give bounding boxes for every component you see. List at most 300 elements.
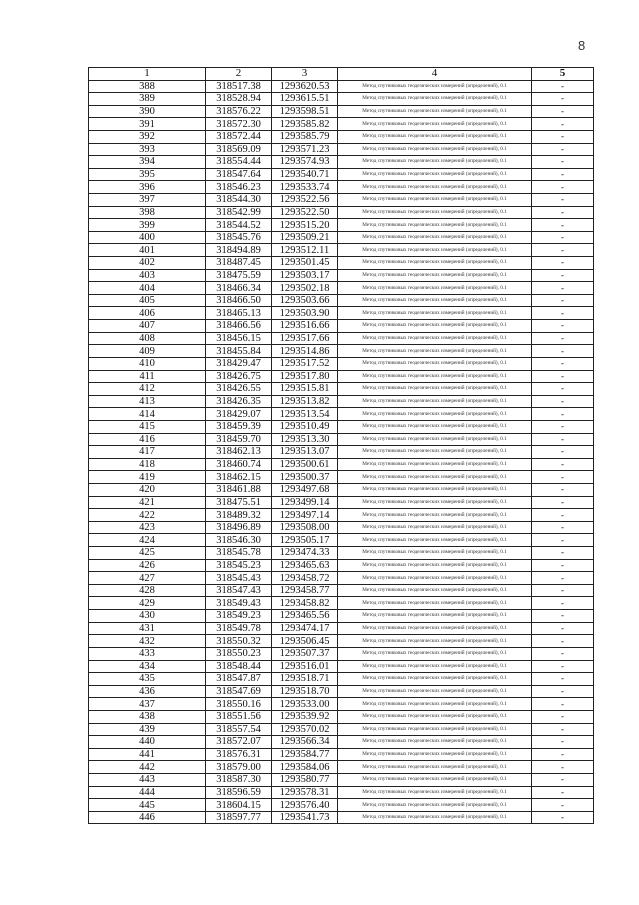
x-coordinate-cell: 318459.70 — [206, 433, 272, 446]
x-coordinate-cell: 318517.38 — [206, 80, 272, 93]
y-coordinate-cell: 1293507.37 — [272, 647, 338, 660]
table-row — [89, 332, 594, 345]
method-cell: Метод спутниковых геодезических измерений (определений), 0.1 — [338, 761, 532, 774]
method-cell: Метод спутниковых геодезических измерений (определений), 0.1 — [338, 685, 532, 698]
y-coordinate-cell: 1293499.14 — [272, 496, 338, 509]
method-cell: Метод спутниковых геодезических измерений (определений), 0.1 — [338, 395, 532, 408]
point-number-cell: 402 — [89, 257, 206, 270]
dash-cell: - — [532, 647, 594, 660]
x-coordinate-cell: 318549.43 — [206, 597, 272, 610]
x-coordinate-cell: 318572.07 — [206, 736, 272, 749]
y-coordinate-cell: 1293458.77 — [272, 584, 338, 597]
dash-cell: - — [532, 105, 594, 118]
x-coordinate-cell: 318460.74 — [206, 458, 272, 471]
method-cell: Метод спутниковых геодезических измерений (определений), 0.1 — [338, 748, 532, 761]
y-coordinate-cell: 1293576.40 — [272, 799, 338, 812]
dash-cell: - — [532, 433, 594, 446]
y-coordinate-cell: 1293513.07 — [272, 446, 338, 459]
x-coordinate-cell: 318550.16 — [206, 698, 272, 711]
dash-cell: - — [532, 484, 594, 497]
point-number-cell: 435 — [89, 673, 206, 686]
method-cell: Метод спутниковых геодезических измерений (определений), 0.1 — [338, 206, 532, 219]
y-coordinate-cell: 1293474.17 — [272, 622, 338, 635]
table-row — [89, 118, 594, 131]
method-cell: Метод спутниковых геодезических измерений (определений), 0.1 — [338, 673, 532, 686]
y-coordinate-cell: 1293522.50 — [272, 206, 338, 219]
point-number-cell: 417 — [89, 446, 206, 459]
dash-cell: - — [532, 698, 594, 711]
y-coordinate-cell: 1293503.17 — [272, 269, 338, 282]
dash-cell: - — [532, 307, 594, 320]
point-number-cell: 436 — [89, 685, 206, 698]
method-cell: Метод спутниковых геодезических измерений (определений), 0.1 — [338, 420, 532, 433]
table-row — [89, 168, 594, 181]
table-row — [89, 509, 594, 522]
point-number-cell: 395 — [89, 168, 206, 181]
x-coordinate-cell: 318604.15 — [206, 799, 272, 812]
dash-cell: - — [532, 408, 594, 421]
y-coordinate-cell: 1293506.45 — [272, 635, 338, 648]
method-cell: Метод спутниковых геодезических измерений (определений), 0.1 — [338, 156, 532, 169]
x-coordinate-cell: 318489.32 — [206, 509, 272, 522]
dash-cell: - — [532, 231, 594, 244]
x-coordinate-cell: 318496.89 — [206, 521, 272, 534]
x-coordinate-cell: 318576.31 — [206, 748, 272, 761]
method-cell: Метод спутниковых геодезических измерений (определений), 0.1 — [338, 80, 532, 93]
x-coordinate-cell: 318596.59 — [206, 786, 272, 799]
point-number-cell: 443 — [89, 774, 206, 787]
y-coordinate-cell: 1293501.45 — [272, 257, 338, 270]
x-coordinate-cell: 318461.88 — [206, 484, 272, 497]
dash-cell: - — [532, 610, 594, 623]
method-cell: Метод спутниковых геодезических измерений (определений), 0.1 — [338, 458, 532, 471]
dash-cell: - — [532, 559, 594, 572]
dash-cell: - — [532, 80, 594, 93]
dash-cell: - — [532, 257, 594, 270]
x-coordinate-cell: 318466.34 — [206, 282, 272, 295]
point-number-cell: 441 — [89, 748, 206, 761]
y-coordinate-cell: 1293571.23 — [272, 143, 338, 156]
method-cell: Метод спутниковых геодезических измерений (определений), 0.1 — [338, 799, 532, 812]
x-coordinate-cell: 318429.07 — [206, 408, 272, 421]
method-cell: Метод спутниковых геодезических измерений (определений), 0.1 — [338, 723, 532, 736]
x-coordinate-cell: 318557.54 — [206, 723, 272, 736]
dash-cell: - — [532, 420, 594, 433]
dash-cell: - — [532, 774, 594, 787]
x-coordinate-cell: 318426.75 — [206, 370, 272, 383]
point-number-cell: 442 — [89, 761, 206, 774]
table-row — [89, 206, 594, 219]
y-coordinate-cell: 1293512.11 — [272, 244, 338, 257]
x-coordinate-cell: 318549.78 — [206, 622, 272, 635]
table-row — [89, 320, 594, 333]
x-coordinate-cell: 318550.32 — [206, 635, 272, 648]
table-row — [89, 534, 594, 547]
x-coordinate-cell: 318548.44 — [206, 660, 272, 673]
point-number-cell: 428 — [89, 584, 206, 597]
y-coordinate-cell: 1293578.31 — [272, 786, 338, 799]
dash-cell: - — [532, 193, 594, 206]
y-coordinate-cell: 1293500.61 — [272, 458, 338, 471]
x-coordinate-cell: 318576.22 — [206, 105, 272, 118]
dash-cell: - — [532, 156, 594, 169]
point-number-cell: 409 — [89, 345, 206, 358]
dash-cell: - — [532, 748, 594, 761]
dash-cell: - — [532, 458, 594, 471]
y-coordinate-cell: 1293508.00 — [272, 521, 338, 534]
dash-cell: - — [532, 534, 594, 547]
method-cell: Метод спутниковых геодезических измерений (определений), 0.1 — [338, 811, 532, 824]
x-coordinate-cell: 318549.23 — [206, 610, 272, 623]
point-number-cell: 420 — [89, 484, 206, 497]
point-number-cell: 419 — [89, 471, 206, 484]
method-cell: Метод спутниковых геодезических измерений (определений), 0.1 — [338, 282, 532, 295]
dash-cell: - — [532, 206, 594, 219]
table-row — [89, 446, 594, 459]
point-number-cell: 403 — [89, 269, 206, 282]
table-row — [89, 130, 594, 143]
method-cell: Метод спутниковых геодезических измерений (определений), 0.1 — [338, 269, 532, 282]
coordinates-table — [88, 67, 594, 824]
y-coordinate-cell: 1293474.33 — [272, 547, 338, 560]
point-number-cell: 429 — [89, 597, 206, 610]
method-cell: Метод спутниковых геодезических измерений (определений), 0.1 — [338, 433, 532, 446]
x-coordinate-cell: 318475.51 — [206, 496, 272, 509]
point-number-cell: 411 — [89, 370, 206, 383]
point-number-cell: 432 — [89, 635, 206, 648]
dash-cell: - — [532, 509, 594, 522]
method-cell: Метод спутниковых геодезических измерений (определений), 0.1 — [338, 559, 532, 572]
point-number-cell: 398 — [89, 206, 206, 219]
table-row — [89, 572, 594, 585]
x-coordinate-cell: 318579.00 — [206, 761, 272, 774]
point-number-cell: 437 — [89, 698, 206, 711]
table-row — [89, 193, 594, 206]
method-cell: Метод спутниковых геодезических измерений (определений), 0.1 — [338, 105, 532, 118]
method-cell: Метод спутниковых геодезических измерений (определений), 0.1 — [338, 357, 532, 370]
method-cell: Метод спутниковых геодезических измерений (определений), 0.1 — [338, 572, 532, 585]
table-row — [89, 156, 594, 169]
point-number-cell: 408 — [89, 332, 206, 345]
method-cell: Метод спутниковых геодезических измерений (определений), 0.1 — [338, 332, 532, 345]
dash-cell: - — [532, 370, 594, 383]
table-row — [89, 584, 594, 597]
table-row — [89, 547, 594, 560]
y-coordinate-cell: 1293517.66 — [272, 332, 338, 345]
method-cell: Метод спутниковых геодезических измерений (определений), 0.1 — [338, 257, 532, 270]
table-row — [89, 408, 594, 421]
x-coordinate-cell: 318550.23 — [206, 647, 272, 660]
table-row — [89, 257, 594, 270]
point-number-cell: 396 — [89, 181, 206, 194]
y-coordinate-cell: 1293566.34 — [272, 736, 338, 749]
dash-cell: - — [532, 597, 594, 610]
x-coordinate-cell: 318587.30 — [206, 774, 272, 787]
table-row — [89, 484, 594, 497]
y-coordinate-cell: 1293515.20 — [272, 219, 338, 232]
point-number-cell: 393 — [89, 143, 206, 156]
x-coordinate-cell: 318455.84 — [206, 345, 272, 358]
x-coordinate-cell: 318487.45 — [206, 257, 272, 270]
dash-cell: - — [532, 244, 594, 257]
point-number-cell: 425 — [89, 547, 206, 560]
method-cell: Метод спутниковых геодезических измерений (определений), 0.1 — [338, 130, 532, 143]
method-cell: Метод спутниковых геодезических измерений (определений), 0.1 — [338, 774, 532, 787]
method-cell: Метод спутниковых геодезических измерений (определений), 0.1 — [338, 471, 532, 484]
dash-cell: - — [532, 622, 594, 635]
method-cell: Метод спутниковых геодезических измерений (определений), 0.1 — [338, 736, 532, 749]
y-coordinate-cell: 1293598.51 — [272, 105, 338, 118]
method-cell: Метод спутниковых геодезических измерений (определений), 0.1 — [338, 547, 532, 560]
table-row — [89, 471, 594, 484]
dash-cell: - — [532, 635, 594, 648]
table-row — [89, 736, 594, 749]
table-row — [89, 345, 594, 358]
y-coordinate-cell: 1293585.79 — [272, 130, 338, 143]
table-row — [89, 496, 594, 509]
point-number-cell: 434 — [89, 660, 206, 673]
dash-cell: - — [532, 761, 594, 774]
x-coordinate-cell: 318462.15 — [206, 471, 272, 484]
dash-cell: - — [532, 332, 594, 345]
table-row — [89, 420, 594, 433]
method-cell: Метод спутниковых геодезических измерений (определений), 0.1 — [338, 584, 532, 597]
table-row — [89, 559, 594, 572]
x-coordinate-cell: 318569.09 — [206, 143, 272, 156]
table-row — [89, 723, 594, 736]
method-cell: Метод спутниковых геодезических измерений (определений), 0.1 — [338, 143, 532, 156]
point-number-cell: 440 — [89, 736, 206, 749]
table-row — [89, 698, 594, 711]
point-number-cell: 391 — [89, 118, 206, 131]
table-row — [89, 635, 594, 648]
table-row — [89, 786, 594, 799]
x-coordinate-cell: 318462.13 — [206, 446, 272, 459]
y-coordinate-cell: 1293541.73 — [272, 811, 338, 824]
x-coordinate-cell: 318545.76 — [206, 231, 272, 244]
dash-cell: - — [532, 282, 594, 295]
table-row — [89, 143, 594, 156]
point-number-cell: 415 — [89, 420, 206, 433]
table-row — [89, 610, 594, 623]
dash-cell: - — [532, 345, 594, 358]
dash-cell: - — [532, 93, 594, 106]
x-coordinate-cell: 318554.44 — [206, 156, 272, 169]
dash-cell: - — [532, 383, 594, 396]
table-row — [89, 370, 594, 383]
y-coordinate-cell: 1293509.21 — [272, 231, 338, 244]
point-number-cell: 407 — [89, 320, 206, 333]
x-coordinate-cell: 318459.39 — [206, 420, 272, 433]
table-row — [89, 383, 594, 396]
table-row — [89, 244, 594, 257]
dash-cell: - — [532, 736, 594, 749]
dash-cell: - — [532, 660, 594, 673]
y-coordinate-cell: 1293516.01 — [272, 660, 338, 673]
dash-cell: - — [532, 294, 594, 307]
point-number-cell: 401 — [89, 244, 206, 257]
table-row — [89, 105, 594, 118]
dash-cell: - — [532, 471, 594, 484]
dash-cell: - — [532, 168, 594, 181]
dash-cell: - — [532, 799, 594, 812]
x-coordinate-cell: 318546.30 — [206, 534, 272, 547]
x-coordinate-cell: 318429.47 — [206, 357, 272, 370]
x-coordinate-cell: 318572.44 — [206, 130, 272, 143]
method-cell: Метод спутниковых геодезических измерений (определений), 0.1 — [338, 181, 532, 194]
x-coordinate-cell: 318545.43 — [206, 572, 272, 585]
point-number-cell: 388 — [89, 80, 206, 93]
method-cell: Метод спутниковых геодезических измерений (определений), 0.1 — [338, 294, 532, 307]
method-cell: Метод спутниковых геодезических измерений (определений), 0.1 — [338, 786, 532, 799]
table-row — [89, 357, 594, 370]
dash-cell: - — [532, 811, 594, 824]
table-row — [89, 458, 594, 471]
table-row — [89, 748, 594, 761]
x-coordinate-cell: 318545.23 — [206, 559, 272, 572]
y-coordinate-cell: 1293516.66 — [272, 320, 338, 333]
table-row — [89, 294, 594, 307]
method-cell: Метод спутниковых геодезических измерений (определений), 0.1 — [338, 496, 532, 509]
table-row — [89, 597, 594, 610]
y-coordinate-cell: 1293510.49 — [272, 420, 338, 433]
dash-cell: - — [532, 130, 594, 143]
column-header-3: 3 — [272, 68, 338, 81]
point-number-cell: 427 — [89, 572, 206, 585]
method-cell: Метод спутниковых геодезических измерений (определений), 0.1 — [338, 647, 532, 660]
point-number-cell: 400 — [89, 231, 206, 244]
point-number-cell: 439 — [89, 723, 206, 736]
column-header-5: 5 — [532, 68, 594, 81]
y-coordinate-cell: 1293585.82 — [272, 118, 338, 131]
x-coordinate-cell: 318544.30 — [206, 193, 272, 206]
x-coordinate-cell: 318426.35 — [206, 395, 272, 408]
dash-cell: - — [532, 357, 594, 370]
method-cell: Метод спутниковых геодезических измерений (определений), 0.1 — [338, 244, 532, 257]
y-coordinate-cell: 1293518.70 — [272, 685, 338, 698]
x-coordinate-cell: 318547.87 — [206, 673, 272, 686]
table-row — [89, 660, 594, 673]
y-coordinate-cell: 1293513.54 — [272, 408, 338, 421]
table-row — [89, 521, 594, 534]
column-header-1: 1 — [89, 68, 206, 81]
y-coordinate-cell: 1293533.00 — [272, 698, 338, 711]
x-coordinate-cell: 318466.50 — [206, 294, 272, 307]
column-header-2: 2 — [206, 68, 272, 81]
table-row — [89, 622, 594, 635]
table-row — [89, 93, 594, 106]
dash-cell: - — [532, 143, 594, 156]
y-coordinate-cell: 1293497.68 — [272, 484, 338, 497]
table-row — [89, 811, 594, 824]
point-number-cell: 424 — [89, 534, 206, 547]
table-row — [89, 181, 594, 194]
page-number: 8 — [578, 38, 586, 53]
dash-cell: - — [532, 572, 594, 585]
point-number-cell: 416 — [89, 433, 206, 446]
y-coordinate-cell: 1293502.18 — [272, 282, 338, 295]
table-row — [89, 395, 594, 408]
dash-cell: - — [532, 786, 594, 799]
method-cell: Метод спутниковых геодезических измерений (определений), 0.1 — [338, 219, 532, 232]
method-cell: Метод спутниковых геодезических измерений (определений), 0.1 — [338, 446, 532, 459]
y-coordinate-cell: 1293620.53 — [272, 80, 338, 93]
table-row — [89, 219, 594, 232]
x-coordinate-cell: 318547.43 — [206, 584, 272, 597]
y-coordinate-cell: 1293458.82 — [272, 597, 338, 610]
table-row — [89, 761, 594, 774]
point-number-cell: 397 — [89, 193, 206, 206]
table-row — [89, 282, 594, 295]
x-coordinate-cell: 318494.89 — [206, 244, 272, 257]
dash-cell: - — [532, 219, 594, 232]
table-row — [89, 799, 594, 812]
x-coordinate-cell: 318597.77 — [206, 811, 272, 824]
point-number-cell: 423 — [89, 521, 206, 534]
y-coordinate-cell: 1293517.80 — [272, 370, 338, 383]
table-row — [89, 231, 594, 244]
x-coordinate-cell: 318547.69 — [206, 685, 272, 698]
dash-cell: - — [532, 685, 594, 698]
dash-cell: - — [532, 673, 594, 686]
table-row — [89, 269, 594, 282]
method-cell: Метод спутниковых геодезических измерений (определений), 0.1 — [338, 484, 532, 497]
y-coordinate-cell: 1293513.82 — [272, 395, 338, 408]
dash-cell: - — [532, 181, 594, 194]
point-number-cell: 412 — [89, 383, 206, 396]
table-row — [89, 80, 594, 93]
point-number-cell: 404 — [89, 282, 206, 295]
x-coordinate-cell: 318544.52 — [206, 219, 272, 232]
y-coordinate-cell: 1293517.52 — [272, 357, 338, 370]
x-coordinate-cell: 318426.55 — [206, 383, 272, 396]
x-coordinate-cell: 318572.30 — [206, 118, 272, 131]
x-coordinate-cell: 318475.59 — [206, 269, 272, 282]
y-coordinate-cell: 1293503.66 — [272, 294, 338, 307]
method-cell: Метод спутниковых геодезических измерений (определений), 0.1 — [338, 168, 532, 181]
method-cell: Метод спутниковых геодезических измерений (определений), 0.1 — [338, 93, 532, 106]
table-row — [89, 647, 594, 660]
point-number-cell: 394 — [89, 156, 206, 169]
dash-cell: - — [532, 446, 594, 459]
dash-cell: - — [532, 269, 594, 282]
x-coordinate-cell: 318456.15 — [206, 332, 272, 345]
point-number-cell: 392 — [89, 130, 206, 143]
point-number-cell: 445 — [89, 799, 206, 812]
point-number-cell: 414 — [89, 408, 206, 421]
point-number-cell: 430 — [89, 610, 206, 623]
point-number-cell: 406 — [89, 307, 206, 320]
point-number-cell: 444 — [89, 786, 206, 799]
y-coordinate-cell: 1293584.06 — [272, 761, 338, 774]
y-coordinate-cell: 1293533.74 — [272, 181, 338, 194]
dash-cell: - — [532, 584, 594, 597]
y-coordinate-cell: 1293505.17 — [272, 534, 338, 547]
method-cell: Метод спутниковых геодезических измерений (определений), 0.1 — [338, 118, 532, 131]
y-coordinate-cell: 1293503.90 — [272, 307, 338, 320]
method-cell: Метод спутниковых геодезических измерений (определений), 0.1 — [338, 383, 532, 396]
point-number-cell: 413 — [89, 395, 206, 408]
x-coordinate-cell: 318528.94 — [206, 93, 272, 106]
method-cell: Метод спутниковых геодезических измерений (определений), 0.1 — [338, 521, 532, 534]
dash-cell: - — [532, 547, 594, 560]
table-row — [89, 774, 594, 787]
point-number-cell: 399 — [89, 219, 206, 232]
table-body — [89, 80, 594, 824]
table-row — [89, 433, 594, 446]
method-cell: Метод спутниковых геодезических измерений (определений), 0.1 — [338, 320, 532, 333]
method-cell: Метод спутниковых геодезических измерений (определений), 0.1 — [338, 660, 532, 673]
